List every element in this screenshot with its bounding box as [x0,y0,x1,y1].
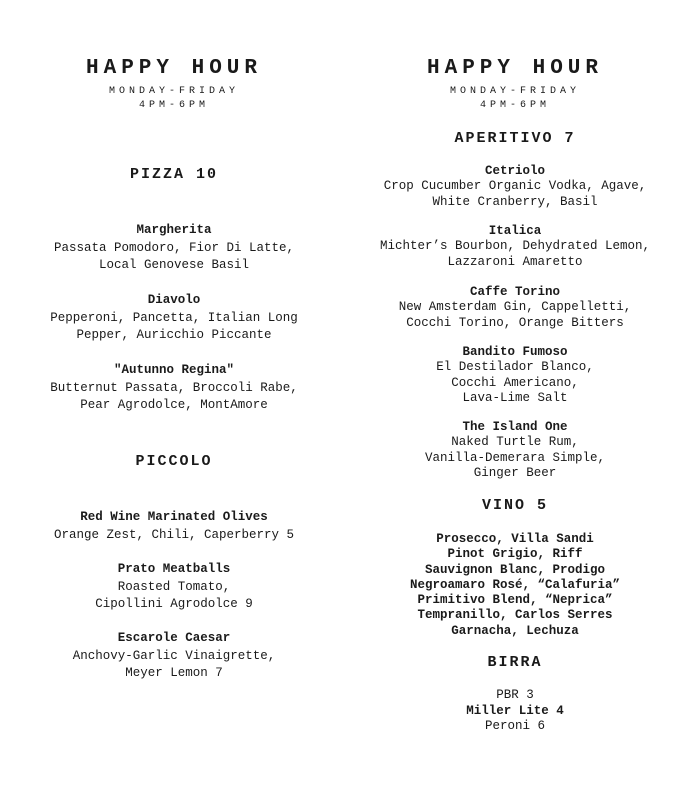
menu-item-description: Cocchi Americano, [451,375,579,390]
happy-hour-days: MONDAY-FRIDAY [108,86,239,97]
menu-item-description: Butternut Passata, Broccoli Rabe, [50,380,298,395]
menu-item [336,164,694,210]
menu-item [336,224,694,270]
happy-hour-title: HAPPY HOUR [85,57,263,80]
list-item: PBR 3 [496,688,534,702]
piccolo-section-title: PICCOLO [135,453,213,470]
aperitivo-section-title: APERITIVO 7 [454,130,576,147]
list-item: Prosecco, Villa Sandi [436,532,594,546]
happy-hour-time: 4PM-6PM [138,100,209,111]
menu-item-description: Orange Zest, Chili, Caperberry 5 [53,527,295,542]
menu-item [0,630,348,683]
vino-section-title: VINO 5 [481,497,548,514]
list-item: Peroni 6 [484,719,545,733]
menu-item-description: Crop Cucumber Organic Vodka, Agave, [383,179,647,194]
menu-item-name: Bandito Fumoso [462,345,568,359]
menu-item [336,345,694,406]
menu-item-description: Naked Turtle Rum, [451,435,579,450]
menu-item-description: Local Genovese Basil [98,258,250,272]
menu-item-description: Cocchi Torino, Orange Bitters [406,315,624,330]
menu-item-description: Pear Agrodolce, MontAmore [80,398,268,412]
list-item: Sauvignon Blanc, Prodigo [424,562,606,577]
wine-list [336,532,694,639]
menu-item [336,285,694,331]
menu-item-description: Meyer Lemon 7 [125,666,223,680]
menu-item-name: Caffe Torino [469,285,560,299]
menu-item [0,292,348,345]
menu-item-description: White Cranberry, Basil [432,194,598,209]
menu-item-name: Margherita [136,223,212,237]
menu-item-description: Anchovy-Garlic Vinaigrette, [72,648,276,663]
menu-item-name: Red Wine Marinated Olives [80,510,268,524]
menu-item-description: Roasted Tomato, [117,579,231,594]
list-item: Pinot Grigio, Riff [447,547,583,562]
menu-item-description: Lava-Lime Salt [462,390,568,405]
menu-item-description: Vanilla-Demerara Simple, [424,450,606,465]
menu-item-description: Pepperoni, Pancetta, Italian Long [50,310,298,325]
menu-item-name: Prato Meatballs [117,562,231,576]
happy-hour-time: 4PM-6PM [479,100,550,111]
list-item: Negroamaro Rosé, “Calafuria” [409,577,621,592]
menu-item-description: New Amsterdam Gin, Cappelletti, [398,300,632,315]
menu-item-name: Escarole Caesar [117,631,231,645]
menu-item [0,509,348,544]
menu-item-description: Cipollini Agrodolce 9 [95,597,253,611]
menu-item-description: El Destilador Blanco, [436,360,594,375]
happy-hour-title: HAPPY HOUR [426,57,604,80]
menu-item [0,561,348,614]
menu-item-name: The Island One [462,420,568,434]
pizza-section-title: PIZZA 10 [129,166,218,183]
birra-section-title: BIRRA [487,654,543,671]
menu-item-name: Italica [488,224,542,238]
list-item: Primitivo Blend, “Neprica” [417,593,613,608]
menu-item-description: Passata Pomodoro, Fior Di Latte, [53,240,295,255]
menu-item-description: Lazzaroni Amaretto [447,254,583,269]
menu-item-name: Diavolo [147,293,201,307]
beer-list [336,688,694,735]
menu-item [336,420,694,481]
menu-item-name: "Autunno Regina" [113,363,235,377]
menu-item-name: Cetriolo [484,164,545,178]
menu-item-description: Pepper, Auricchio Piccante [76,328,272,342]
list-item: Tempranillo, Carlos Serres [417,608,613,623]
menu-item [0,362,348,415]
happy-hour-days: MONDAY-FRIDAY [449,86,580,97]
list-item: Garnacha, Lechuza [451,623,579,638]
menu-item [0,222,348,275]
list-item: Miller Lite 4 [466,703,564,718]
menu-item-description: Michter’s Bourbon, Dehydrated Lemon, [379,239,651,254]
menu-item-description: Ginger Beer [473,465,557,480]
